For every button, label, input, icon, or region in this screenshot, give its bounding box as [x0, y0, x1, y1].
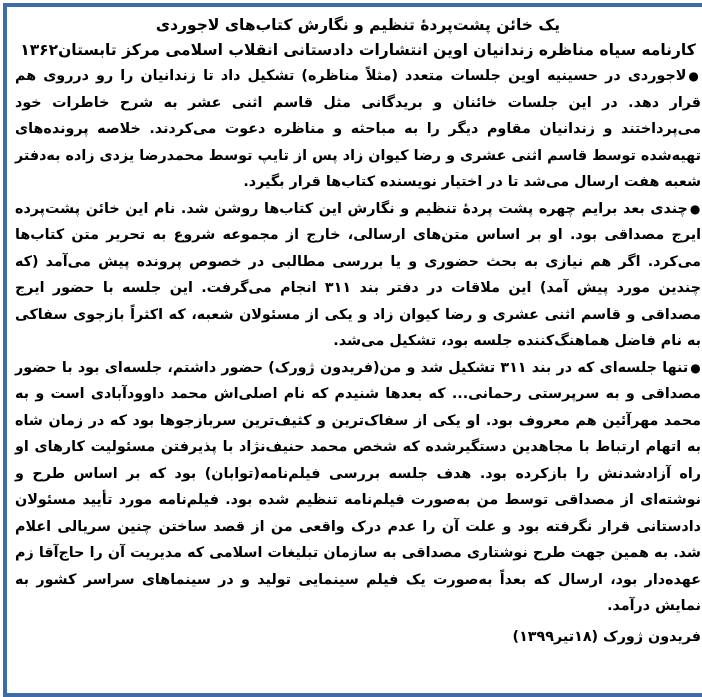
- paragraph-2: [15, 196, 701, 355]
- paragraph-3: [15, 355, 701, 620]
- bullet-icon: ●: [690, 360, 701, 375]
- author-signature: فریدون ژورک (۱۸تیر۱۳۹۹): [512, 628, 701, 645]
- bullet-icon: ●: [688, 69, 701, 83]
- paragraph-1-text: لاجوردی در حسینیه اوین جلسات متعدد (مثلاً مناظره) تشکیل داد تا زندانیان را رو درروی هم قرار دهد. در این جلسات خائنان و بریدگانی مثل قاسم اثنی عشر به شرح خاطرات خود می‌پرداختند و زندانیان مقاوم دیگر را به مباحثه و مناظره دعوت می‌کردند. خلاصه پرونده‌های تهیه‌شده توسط قاسم اثنی عشری و رضا کیوان زاد پس از تایپ توسط محمدرضا یزدی زاده به‌دفتر شعبه هفت ارسال می‌شد تا در اختیار نویسنده کتاب‌ها قرار بگیرد.: [15, 68, 701, 190]
- article-subtitle: کارنامه سیاه مناظره زندانیان اوین انتشارات دادستانی انقلاب اسلامی مرکز تابستان۱۳۶۲: [20, 41, 696, 59]
- paragraph-2-text: چندی بعد برایم چهره پشت پردهٔ تنظیم و نگارش این کتاب‌ها روشن شد. نام این خائن پشت‌پرده ایرج مصداقی بود. او بر اساس متن‌های ارسالی، خارج از مجموعه شروع به تحریر متن کتاب‌ها می‌کرد. اگر هم نیازی به بحث حضوری و یا بررسی مطالبی در خصوص پرونده پیش می‌آمد (که چندین مورد پیش آمد) این ملاقات در دفتر بند ۳۱۱ انجام می‌گرفت. این جلسه با حضور ایرج مصداقی و قاسم اثنی عشری و رضا کیوان زاد و یکی از مسئولان شعبه، که اکثراً بازجوی سفاکی به نام فاضل هماهنگ‌کننده جلسه بود، تشکیل می‌شد.: [15, 200, 701, 349]
- article-box: [3, 3, 702, 697]
- paragraph-3-text: تنها جلسه‌ای که در بند ۳۱۱ تشکیل شد و من(فریدون ژورک) حضور داشتم، جلسه‌ای بود با حضور مصداقی و به سرپرستی رحمانی... که بعدها شنیدم که نام اصلی‌اش محمد داوودآبادی است و به محمد مهرآئین هم معروف بود. او یکی از سفاک‌ترین و کثیف‌ترین سربازجوها بود که در زمان شاه به اتهام ارتباط با مجاهدین دستگیرشده که شخص محمد حنیف‌نژاد با پذیرفتن مسئولیت کارهای او راه آزادشدنش را بازکرده بود. هدف جلسه بررسی فیلم‌نامه(توابان) بود که بر اساس طرح و نوشته‌ای از مصداقی توسط من به‌صورت فیلم‌نامه تنظیم شده بود. فیلم‌نامه مورد تأیید مسئولان دادستانی قرار نگرفته بود و علت آن را عدم درک واقعی من از قصد ساختن چنین سریالی اعلام شد. به همین جهت طرح نوشتاری مصداقی به سازمان تبلیغات اسلامی که مدیریت آن را حاج‌آقا زم عهده‌دار بود، ارسال که بعداً به‌صورت یک فیلم سینمایی تولید و در سینماهای سراسر کشور به نمایش درآمد.: [15, 359, 701, 614]
- article-title: یک خائن پشت‌پردهٔ تنظیم و نگارش کتاب‌های لاجوردی: [155, 16, 561, 34]
- bullet-icon: ●: [689, 201, 701, 216]
- paragraph-1: [15, 63, 701, 196]
